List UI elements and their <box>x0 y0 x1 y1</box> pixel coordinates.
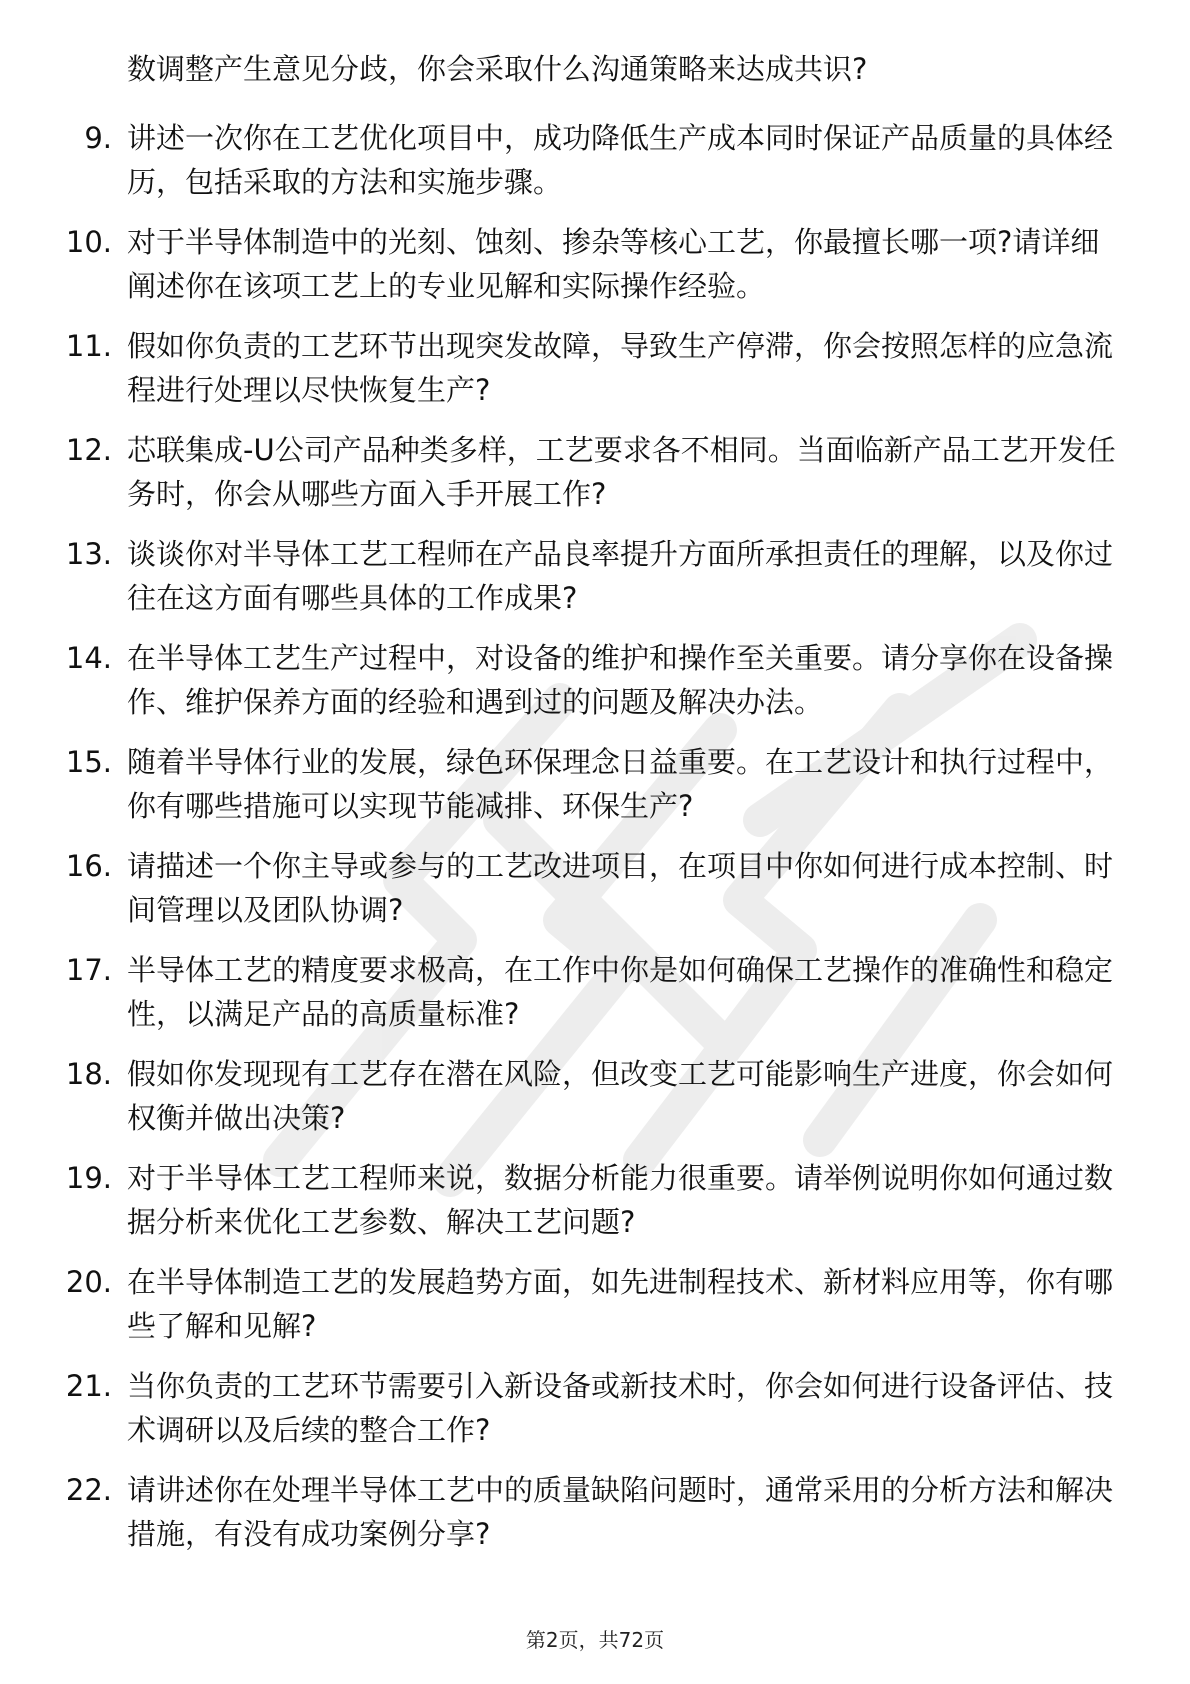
question-item <box>0 1156 1117 1244</box>
question-number: 14. <box>65 641 112 675</box>
question-item <box>0 116 1117 204</box>
question-item <box>0 740 1117 828</box>
question-item <box>0 636 1117 724</box>
question-number: 20. <box>65 1265 112 1299</box>
question-text: 半导体工艺的精度要求极高，在工作中你是如何确保工艺操作的准确性和稳定性，以满足产品的高质量标准? <box>127 953 1114 1031</box>
page-footer: 第2页，共72页 <box>525 1628 665 1652</box>
question-list <box>0 116 1190 1572</box>
question-text: 对于半导体工艺工程师来说，数据分析能力很重要。请举例说明你如何通过数据分析来优化工艺参数、解决工艺问题? <box>127 1161 1114 1239</box>
question-text: 请描述一个你主导或参与的工艺改进项目，在项目中你如何进行成本控制、时间管理以及团队协调? <box>127 849 1114 927</box>
question-item <box>0 324 1117 412</box>
question-text: 假如你发现现有工艺存在潜在风险，但改变工艺可能影响生产进度，你会如何权衡并做出决策? <box>127 1057 1114 1135</box>
question-number: 11. <box>65 329 112 363</box>
question-number: 15. <box>65 745 112 779</box>
question-item <box>0 1468 1117 1556</box>
question-number: 13. <box>65 537 112 571</box>
question-text: 谈谈你对半导体工艺工程师在产品良率提升方面所承担责任的理解，以及你过往在这方面有哪些具体的工作成果? <box>127 537 1114 615</box>
question-number: 17. <box>65 953 112 987</box>
question-text: 在半导体工艺生产过程中，对设备的维护和操作至关重要。请分享你在设备操作、维护保养方面的经验和遇到过的问题及解决办法。 <box>127 641 1114 719</box>
continuation-text: 数调整产生意见分歧，你会采取什么沟通策略来达成共识? <box>127 52 868 86</box>
question-number: 19. <box>65 1161 112 1195</box>
question-number: 16. <box>65 849 112 883</box>
question-item <box>0 220 1117 308</box>
question-text: 当你负责的工艺环节需要引入新设备或新技术时，你会如何进行设备评估、技术调研以及后续的整合工作? <box>127 1369 1114 1447</box>
question-text: 随着半导体行业的发展，绿色环保理念日益重要。在工艺设计和执行过程中，你有哪些措施可以实现节能减排、环保生产? <box>127 745 1114 823</box>
question-item <box>0 948 1117 1036</box>
question-text: 芯联集成-U公司产品种类多样，工艺要求各不相同。当面临新产品工艺开发任务时，你会从哪些方面入手开展工作? <box>127 433 1116 511</box>
question-text: 讲述一次你在工艺优化项目中，成功降低生产成本同时保证产品质量的具体经历，包括采取的方法和实施步骤。 <box>127 121 1114 199</box>
question-number: 22. <box>65 1473 112 1507</box>
question-item <box>0 532 1117 620</box>
question-text: 在半导体制造工艺的发展趋势方面，如先进制程技术、新材料应用等，你有哪些了解和见解? <box>127 1265 1114 1343</box>
question-item <box>0 1364 1117 1452</box>
question-item <box>0 1052 1117 1140</box>
question-text: 请讲述你在处理半导体工艺中的质量缺陷问题时，通常采用的分析方法和解决措施，有没有成功案例分享? <box>127 1473 1114 1551</box>
question-number: 21. <box>65 1369 112 1403</box>
question-number: 10. <box>65 225 112 259</box>
question-text: 对于半导体制造中的光刻、蚀刻、掺杂等核心工艺，你最擅长哪一项?请详细阐述你在该项工艺上的专业见解和实际操作经验。 <box>127 225 1100 303</box>
question-text: 假如你负责的工艺环节出现突发故障，导致生产停滞，你会按照怎样的应急流程进行处理以尽快恢复生产? <box>127 329 1114 407</box>
question-number: 9. <box>84 121 112 155</box>
question-item <box>0 1260 1117 1348</box>
question-item <box>0 844 1117 932</box>
question-number: 18. <box>65 1057 112 1091</box>
question-item <box>0 428 1117 516</box>
question-number: 12. <box>65 433 112 467</box>
